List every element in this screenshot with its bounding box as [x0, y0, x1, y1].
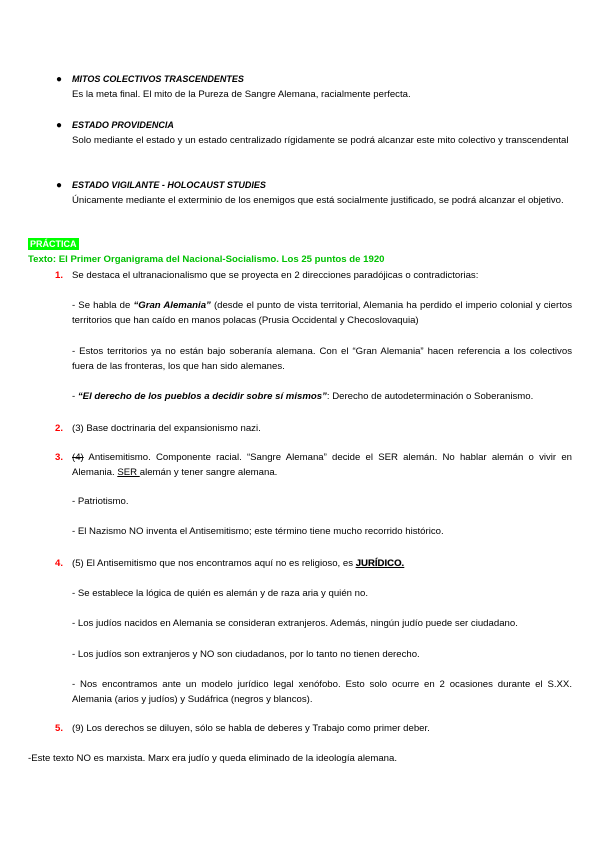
texto-heading: Texto: El Primer Organigrama del Nacional-Socialismo. Los 25 puntos de 1920	[28, 254, 385, 265]
paragraph: - Se establece la lógica de quién es alemán y de raza aria y quién no.	[72, 588, 368, 599]
bullet-title: MITOS COLECTIVOS TRASCENDENTES	[72, 74, 244, 84]
item-number: 3.	[55, 452, 64, 463]
text-segment: (5) El Antisemitismo que nos encontramos aquí no es religioso, es	[72, 558, 356, 569]
bullet-mitos	[52, 72, 572, 102]
paragraph	[72, 389, 572, 404]
text-segment: Antisemitismo. Componente racial. “Sangre Alemana” decide el SER alemán. No hablar alemán o vivir en Alemania.	[72, 452, 572, 478]
item-text: (9) Los derechos se diluyen, sólo se habla de deberes y Trabajo como primer deber.	[72, 723, 430, 734]
text-segment: (desde el punto de vista territorial, Alemania ha perdido el imperio colonial y ciertos territorios que han caído en manos polacas (Prusia Occidental y Checoslovaquia)	[72, 300, 572, 326]
item-number: 4.	[55, 558, 64, 569]
juridico-text: JURÍDICO.	[355, 558, 405, 569]
paragraph: - Estos territorios ya no están bajo soberanía alemana. Con el “Gran Alemania” hacen referencia a los colectivos fuera de las fronteras, los que han sido alemanes.	[72, 346, 572, 372]
item-text	[72, 556, 572, 571]
paragraph: - Los judíos nacidos en Alemania se consideran extranjeros. Además, ningún judío puede ser ciudadano.	[72, 618, 518, 629]
bullet-title: ESTADO PROVIDENCIA	[72, 120, 174, 130]
item-number: 2.	[55, 423, 64, 434]
closing-note: -Este texto NO es marxista. Marx era judío y queda eliminado de la ideología alemana.	[28, 753, 398, 764]
paragraph: - Los judíos son extranjeros y NO son ciudadanos, por lo tanto no tienen derecho.	[72, 649, 420, 660]
emphasis-text: “Gran Alemania”	[133, 300, 211, 311]
item-text: (3) Base doctrinaria del expansionismo nazi.	[72, 423, 261, 434]
bullet-estado-vigilante	[52, 178, 572, 208]
paragraph: - El Nazismo NO inventa el Antisemitismo; este término tiene mucho recorrido histórico.	[72, 526, 444, 537]
bullet-text: Solo mediante el estado y un estado centralizado rígidamente se podrá alcanzar este mito colectivo y transcendental	[72, 135, 569, 146]
paragraph: - Nos encontramos ante un modelo jurídico legal xenófobo. Esto solo ocurre en 2 ocasiones durante el S.XX. Alemania (arios y judíos) y Sudáfrica (negros y blancos).	[72, 679, 572, 705]
bullet-estado-providencia	[52, 118, 572, 148]
paragraph: - Patriotismo.	[72, 496, 129, 507]
underlined-text: SER	[117, 467, 140, 478]
item-number: 1.	[55, 270, 64, 281]
bullet-dot-icon: ●	[56, 120, 63, 131]
text-segment: -	[72, 391, 78, 402]
bullet-text: Es la meta final. El mito de la Pureza de Sangre Alemana, racialmente perfecta.	[72, 89, 411, 100]
emphasis-text: “El derecho de los pueblos a decidir sobre sí mismos”	[77, 391, 327, 402]
item-number: 5.	[55, 723, 64, 734]
text-segment: - Se habla de	[72, 300, 134, 311]
bullet-dot-icon: ●	[56, 74, 63, 85]
item-text	[72, 450, 572, 480]
practica-badge: PRÁCTICA	[30, 239, 77, 249]
text-segment: alemán y tener sangre alemana.	[139, 467, 278, 478]
bullet-title: ESTADO VIGILANTE - HOLOCAUST STUDIES	[72, 180, 266, 190]
paragraph	[72, 298, 572, 328]
bullet-text: Únicamente mediante el exterminio de los enemigos que está socialmente justificado, se podrá alcanzar el objetivo.	[72, 195, 564, 206]
bullet-dot-icon: ●	[56, 180, 63, 191]
text-segment: : Derecho de autodeterminación o Soberanismo.	[326, 391, 534, 402]
item-text: Se destaca el ultranacionalismo que se proyecta en 2 direcciones paradójicas o contradictorias:	[72, 270, 479, 281]
struck-text: (4)	[72, 452, 84, 463]
